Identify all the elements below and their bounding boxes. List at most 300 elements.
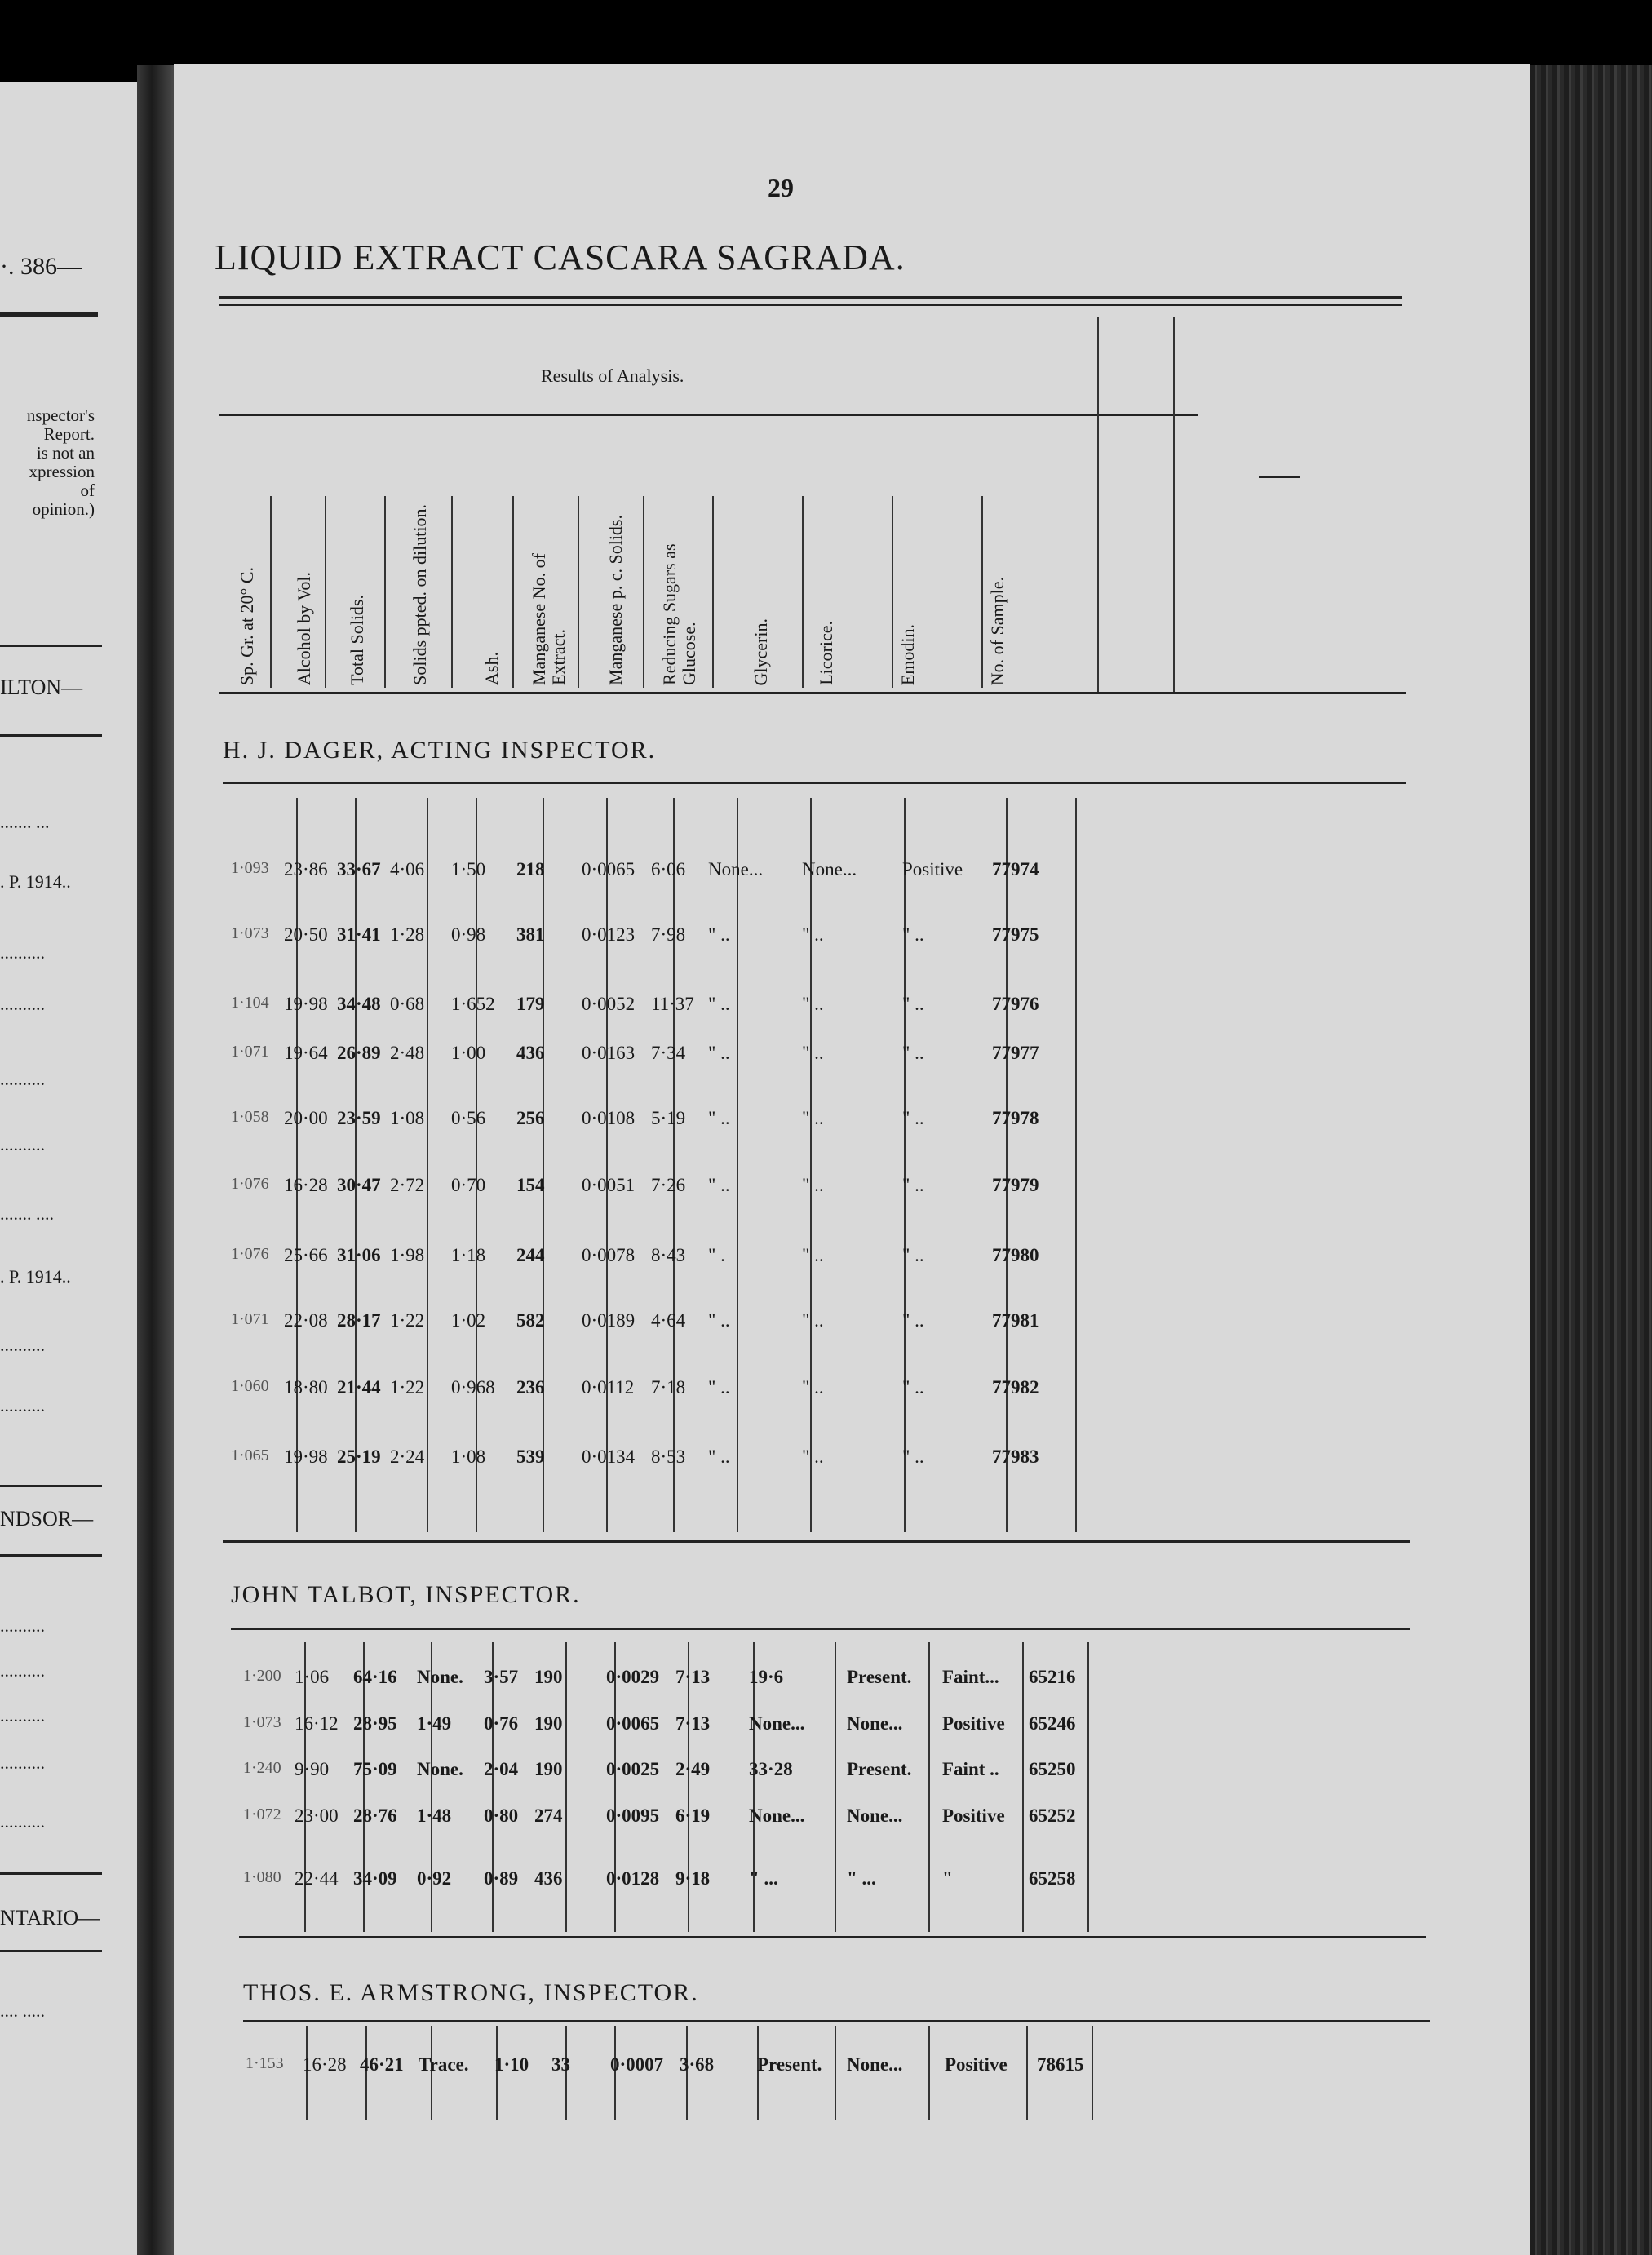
table-cell: Trace. xyxy=(419,2054,469,2075)
table-cell: 0·70 xyxy=(451,1175,486,1195)
table-cell: 5·19 xyxy=(651,1108,686,1128)
table-cell: 31·06 xyxy=(337,1245,381,1265)
table-cell: 23·59 xyxy=(337,1108,381,1128)
column-separator xyxy=(270,496,272,688)
table-cell: 0·80 xyxy=(484,1805,519,1826)
column-separator xyxy=(451,496,453,688)
column-header-label: Manganese No. of Extract. xyxy=(529,553,569,685)
table-cell: " .. xyxy=(802,1377,824,1398)
column-header xyxy=(591,496,640,685)
table-cell: 1·22 xyxy=(390,1310,425,1331)
section-end-rule xyxy=(223,1540,1410,1543)
table-cell: 1·49 xyxy=(417,1713,452,1734)
table-cell: 7·26 xyxy=(651,1175,686,1195)
column-separator xyxy=(476,798,477,1532)
table-cell: " .. xyxy=(902,924,924,945)
left-row-text: .......... xyxy=(0,1134,45,1154)
table-cell: 539 xyxy=(516,1446,545,1467)
table-cell: None... xyxy=(749,1805,805,1826)
table-cell: 65252 xyxy=(1029,1805,1076,1826)
column-header-label: Glycerin. xyxy=(751,618,771,685)
left-row-text: .......... xyxy=(0,1069,45,1089)
table-cell: None... xyxy=(847,1713,903,1734)
table-cell: " .. xyxy=(708,1377,730,1398)
table-cell: 11·37 xyxy=(651,994,694,1014)
table-cell: 0·98 xyxy=(451,924,486,945)
table-cell: 8·53 xyxy=(651,1446,686,1467)
table-cell: 65246 xyxy=(1029,1713,1076,1734)
table-cell: 6·19 xyxy=(675,1805,711,1826)
table-cell: 274 xyxy=(534,1805,563,1826)
table-cell: 28·95 xyxy=(353,1713,397,1734)
table-cell: 0·0025 xyxy=(606,1759,660,1779)
table-cell: 1·071 xyxy=(231,1043,269,1061)
table-cell: " xyxy=(942,1868,953,1889)
table-cell: 3·68 xyxy=(680,2054,715,2075)
table-cell: 65250 xyxy=(1029,1759,1076,1779)
table-cell: 4·64 xyxy=(651,1310,686,1331)
table-cell: " .. xyxy=(802,1043,824,1063)
section-rule xyxy=(223,782,1406,784)
column-header-label: Reducing Sugars as Glucose. xyxy=(659,543,699,685)
left-row-text: ....... ... xyxy=(0,812,50,832)
table-cell: 1·50 xyxy=(451,859,486,879)
table-cell: 33·67 xyxy=(337,859,381,879)
table-cell: None... xyxy=(802,859,857,879)
table-cell: 218 xyxy=(516,859,545,879)
table-cell: 4·06 xyxy=(390,859,425,879)
table-cell: 78615 xyxy=(1037,2054,1084,2075)
left-row-text: .... ..... xyxy=(0,2000,45,2021)
table-cell: 0·0108 xyxy=(582,1108,636,1128)
note-line: nspector's xyxy=(26,405,95,425)
section-end-rule xyxy=(239,1936,1426,1938)
table-cell: 77977 xyxy=(992,1043,1039,1063)
column-separator xyxy=(1087,1642,1089,1932)
section-heading: JOHN TALBOT, INSPECTOR. xyxy=(231,1581,581,1608)
table-cell: 7·98 xyxy=(651,924,686,945)
table-cell: 22·44 xyxy=(295,1868,339,1889)
table-cell: " .. xyxy=(708,1446,730,1467)
left-rule xyxy=(0,1950,102,1952)
table-cell: 7·13 xyxy=(675,1713,711,1734)
table-cell: 1·48 xyxy=(417,1805,452,1826)
table-cell: 0·68 xyxy=(390,994,425,1014)
column-header xyxy=(973,496,1022,685)
table-cell: 1·073 xyxy=(243,1713,281,1731)
section-heading: H. J. DAGER, ACTING INSPECTOR. xyxy=(223,737,657,764)
table-cell: " .. xyxy=(708,1043,730,1063)
column-header xyxy=(396,496,445,685)
column-separator xyxy=(1092,2026,1093,2120)
table-cell: 436 xyxy=(534,1868,563,1889)
column-header xyxy=(802,496,851,685)
column-separator xyxy=(673,798,675,1532)
table-cell: 0·0095 xyxy=(606,1805,660,1826)
table-cell: 1·073 xyxy=(231,924,269,942)
column-header xyxy=(737,496,786,685)
column-header-label: Alcohol by Vol. xyxy=(294,571,314,685)
table-cell: Faint... xyxy=(942,1667,999,1687)
table-cell: 1·98 xyxy=(390,1245,425,1265)
table-cell: 1·08 xyxy=(451,1446,486,1467)
table-cell: " ... xyxy=(847,1868,876,1889)
column-header-label: Total Solids. xyxy=(347,595,367,685)
table-cell: 77983 xyxy=(992,1446,1039,1467)
column-separator xyxy=(835,1642,836,1932)
left-row-text: .......... xyxy=(0,1615,45,1636)
table-cell: 1·22 xyxy=(390,1377,425,1398)
table-cell: 1·093 xyxy=(231,859,269,877)
table-cell: " .. xyxy=(708,1310,730,1331)
table-cell: 1·076 xyxy=(231,1175,269,1193)
table-cell: 1·200 xyxy=(243,1667,281,1685)
table-cell: Present. xyxy=(847,1667,912,1687)
book-spine xyxy=(137,65,174,2255)
table-cell: 1·00 xyxy=(451,1043,486,1063)
table-cell: None... xyxy=(847,2054,903,2075)
table-cell: 26·89 xyxy=(337,1043,381,1063)
left-rule xyxy=(0,1554,102,1557)
table-cell: 1·18 xyxy=(451,1245,486,1265)
table-cell: 0·0112 xyxy=(582,1377,635,1398)
column-separator xyxy=(904,798,906,1532)
table-cell: 25·66 xyxy=(284,1245,328,1265)
table-cell: " .. xyxy=(802,1175,824,1195)
title-rule xyxy=(219,296,1402,299)
column-header-label: Sp. Gr. at 20° C. xyxy=(237,566,257,685)
column-separator xyxy=(1022,1642,1024,1932)
left-row-text: .......... xyxy=(0,1705,45,1726)
column-separator xyxy=(1026,2026,1028,2120)
column-separator xyxy=(835,2026,836,2120)
column-separator xyxy=(543,798,544,1532)
table-cell: 77979 xyxy=(992,1175,1039,1195)
table-cell: 236 xyxy=(516,1377,545,1398)
table-cell: 77974 xyxy=(992,859,1039,879)
section-rule xyxy=(231,1628,1410,1630)
table-cell: 179 xyxy=(516,994,545,1014)
column-separator xyxy=(1075,798,1077,1532)
table-cell: 1·065 xyxy=(231,1446,269,1464)
table-cell: 2·72 xyxy=(390,1175,425,1195)
column-separator xyxy=(737,798,738,1532)
table-cell: 2·49 xyxy=(675,1759,711,1779)
column-header xyxy=(467,496,516,685)
column-separator xyxy=(981,496,983,688)
table-cell: " .. xyxy=(802,994,824,1014)
column-separator xyxy=(928,1642,930,1932)
table-cell: 2·04 xyxy=(484,1759,519,1779)
table-cell: Present. xyxy=(847,1759,912,1779)
column-separator xyxy=(1006,798,1008,1532)
table-cell: 23·86 xyxy=(284,859,328,879)
table-cell: 0·0189 xyxy=(582,1310,636,1331)
table-cell: 33 xyxy=(551,2054,570,2075)
column-separator xyxy=(427,798,428,1532)
table-cell: 21·44 xyxy=(337,1377,381,1398)
column-separator xyxy=(296,798,298,1532)
table-cell: 0·76 xyxy=(484,1713,519,1734)
table-cell: 20·00 xyxy=(284,1108,328,1128)
table-cell: 0·0052 xyxy=(582,994,636,1014)
left-row-text: .......... xyxy=(0,1660,45,1681)
left-rule xyxy=(0,1485,102,1487)
table-cell: 77978 xyxy=(992,1108,1039,1128)
column-header xyxy=(884,496,932,685)
table-cell: 16·28 xyxy=(284,1175,328,1195)
table-cell: None. xyxy=(417,1759,463,1779)
table-cell: 0·0123 xyxy=(582,924,636,945)
table-cell: 0·0078 xyxy=(582,1245,636,1265)
table-cell: 0·0065 xyxy=(582,859,636,879)
table-cell: 6·06 xyxy=(651,859,686,879)
table-cell: Faint .. xyxy=(942,1759,999,1779)
title-rule xyxy=(219,304,1402,306)
left-header-rule xyxy=(0,312,98,317)
table-cell: 0·89 xyxy=(484,1868,519,1889)
table-cell: 31·41 xyxy=(337,924,381,945)
left-row-text: ....... .... xyxy=(0,1203,54,1224)
results-header: Results of Analysis. xyxy=(541,365,684,386)
table-cell: " .. xyxy=(902,1310,924,1331)
note-line: opinion.) xyxy=(32,499,95,519)
right-binding xyxy=(1530,65,1652,2255)
table-cell: 23·00 xyxy=(295,1805,339,1826)
column-header xyxy=(655,496,704,685)
table-cell: 77982 xyxy=(992,1377,1039,1398)
column-separator xyxy=(578,496,579,688)
table-cell: 0·0065 xyxy=(606,1713,660,1734)
column-separator xyxy=(892,496,893,688)
table-cell: 8·43 xyxy=(651,1245,686,1265)
table-cell: 0·0128 xyxy=(606,1868,660,1889)
table-cell: 34·48 xyxy=(337,994,381,1014)
table-cell: 190 xyxy=(534,1759,563,1779)
table-cell: 28·76 xyxy=(353,1805,397,1826)
table-cell: " ... xyxy=(749,1868,778,1889)
table-cell: 256 xyxy=(516,1108,545,1128)
table-cell: 0·0134 xyxy=(582,1446,636,1467)
column-separator xyxy=(802,496,804,688)
left-page-header: ·. 386— xyxy=(0,253,82,280)
column-header xyxy=(525,496,574,685)
table-cell: " .. xyxy=(902,1245,924,1265)
table-cell: 154 xyxy=(516,1175,545,1195)
column-header-label: Manganese p. c. Solids. xyxy=(605,515,626,685)
column-header xyxy=(280,496,329,685)
column-header-label: Licorice. xyxy=(816,621,836,685)
column-separator xyxy=(355,798,357,1532)
table-cell: 2·48 xyxy=(390,1043,425,1063)
page-number: 29 xyxy=(768,173,794,202)
column-separator xyxy=(810,798,812,1532)
table-cell: 244 xyxy=(516,1245,545,1265)
table-cell: 1·072 xyxy=(243,1805,281,1823)
table-cell: 16·28 xyxy=(303,2054,347,2075)
table-cell: 9·90 xyxy=(295,1759,330,1779)
table-cell: Positive xyxy=(942,1713,1005,1734)
table-cell: 34·09 xyxy=(353,1868,397,1889)
table-cell: 65216 xyxy=(1029,1667,1076,1687)
table-cell: 16·12 xyxy=(295,1713,339,1734)
table-cell: 0·0007 xyxy=(610,2054,664,2075)
table-cell: 190 xyxy=(534,1713,563,1734)
table-cell: " .. xyxy=(802,1108,824,1128)
table-cell: " .. xyxy=(902,1377,924,1398)
section-heading: THOS. E. ARMSTRONG, INSPECTOR. xyxy=(243,1979,699,2006)
left-row-text: .......... xyxy=(0,1752,45,1773)
column-separator xyxy=(643,496,644,688)
table-cell: " .. xyxy=(802,924,824,945)
column-separator xyxy=(1173,317,1175,692)
table-cell: 22·08 xyxy=(284,1310,328,1331)
page-title: LIQUID EXTRACT CASCARA SAGRADA. xyxy=(215,237,906,277)
left-page-note xyxy=(27,406,95,519)
table-cell: Positive xyxy=(942,1805,1005,1826)
table-cell: " . xyxy=(708,1245,725,1265)
table-cell: 18·80 xyxy=(284,1377,328,1398)
table-cell: Positive xyxy=(902,859,963,879)
table-cell: 1·060 xyxy=(231,1377,269,1395)
dash-mark xyxy=(1259,476,1300,478)
table-cell: 9·18 xyxy=(675,1868,711,1889)
section-rule xyxy=(243,2020,1430,2022)
table-cell: 436 xyxy=(516,1043,545,1063)
table-cell: " .. xyxy=(902,1043,924,1063)
column-header xyxy=(333,496,382,685)
table-cell: 582 xyxy=(516,1310,545,1331)
note-line: of xyxy=(80,481,95,500)
table-cell: 28·17 xyxy=(337,1310,381,1331)
table-cell: 19·98 xyxy=(284,1446,328,1467)
table-cell: 19·98 xyxy=(284,994,328,1014)
table-cell: 25·19 xyxy=(337,1446,381,1467)
table-cell: 381 xyxy=(516,924,545,945)
column-header xyxy=(223,496,272,685)
table-cell: " .. xyxy=(802,1446,824,1467)
table-cell: 1·104 xyxy=(231,994,269,1012)
table-cell: 75·09 xyxy=(353,1759,397,1779)
table-cell: 1·076 xyxy=(231,1245,269,1263)
left-row-text: .......... xyxy=(0,1395,45,1415)
column-separator xyxy=(384,496,386,688)
table-cell: None... xyxy=(847,1805,903,1826)
column-header-label: Emodin. xyxy=(897,623,918,685)
header-bottom-rule xyxy=(219,692,1406,694)
table-cell: 1·02 xyxy=(451,1310,486,1331)
table-cell: 0·0051 xyxy=(582,1175,636,1195)
table-cell: 1·058 xyxy=(231,1108,269,1126)
table-cell: 19·64 xyxy=(284,1043,328,1063)
table-cell: 1·28 xyxy=(390,924,425,945)
left-rule xyxy=(0,1872,102,1875)
left-page-fragment xyxy=(0,82,137,2255)
table-cell: 46·21 xyxy=(360,2054,404,2075)
column-separator xyxy=(1097,317,1099,692)
table-cell: 0·0029 xyxy=(606,1667,660,1687)
left-district-label: NDSOR— xyxy=(0,1507,94,1531)
table-cell: " .. xyxy=(708,1108,730,1128)
table-cell: " .. xyxy=(902,994,924,1014)
table-cell: 1·080 xyxy=(243,1868,281,1886)
left-row-text: .......... xyxy=(0,1335,45,1355)
column-separator xyxy=(565,1642,567,1932)
table-cell: 1·240 xyxy=(243,1759,281,1777)
table-cell: 30·47 xyxy=(337,1175,381,1195)
left-row-text: .......... xyxy=(0,1811,45,1832)
table-cell: " .. xyxy=(802,1245,824,1265)
column-header-label: No. of Sample. xyxy=(987,576,1008,685)
note-line: Report. xyxy=(43,424,95,444)
table-cell: 19·6 xyxy=(749,1667,784,1687)
table-cell: 1·06 xyxy=(295,1667,330,1687)
column-separator xyxy=(325,496,326,688)
left-rule xyxy=(0,645,102,647)
column-separator xyxy=(606,798,608,1532)
table-cell: " .. xyxy=(708,994,730,1014)
table-cell: " .. xyxy=(902,1108,924,1128)
results-header-rule xyxy=(219,414,1198,416)
left-row-text: . P. 1914.. xyxy=(0,871,71,892)
table-cell: 20·50 xyxy=(284,924,328,945)
left-district-label: ILTON— xyxy=(0,676,83,699)
column-separator xyxy=(512,496,514,688)
table-cell: " .. xyxy=(802,1310,824,1331)
table-cell: " .. xyxy=(902,1446,924,1467)
table-cell: 1·652 xyxy=(451,994,495,1014)
table-cell: " .. xyxy=(708,924,730,945)
table-cell: 1·10 xyxy=(494,2054,529,2075)
table-cell: 0·0163 xyxy=(582,1043,636,1063)
table-cell: 1·071 xyxy=(231,1310,269,1328)
left-row-text: . P. 1914.. xyxy=(0,1266,71,1287)
table-cell: 1·153 xyxy=(246,2054,284,2072)
column-separator xyxy=(712,496,714,688)
note-line: is not an xyxy=(36,443,95,463)
table-cell: 1·08 xyxy=(390,1108,425,1128)
table-cell: 77981 xyxy=(992,1310,1039,1331)
table-cell: 2·24 xyxy=(390,1446,425,1467)
table-cell: 77980 xyxy=(992,1245,1039,1265)
table-cell: Positive xyxy=(945,2054,1008,2075)
table-cell: 0·968 xyxy=(451,1377,495,1398)
left-rule xyxy=(0,734,102,737)
left-row-text: .......... xyxy=(0,994,45,1014)
table-cell: 65258 xyxy=(1029,1868,1076,1889)
left-row-text: .......... xyxy=(0,942,45,963)
table-cell: " .. xyxy=(902,1175,924,1195)
column-header-label: Solids ppted. on dilution. xyxy=(410,504,430,685)
table-cell: Present. xyxy=(757,2054,822,2075)
column-header-label: Ash. xyxy=(481,652,502,685)
table-cell: 33·28 xyxy=(749,1759,793,1779)
table-cell: 0·56 xyxy=(451,1108,486,1128)
table-cell: 77976 xyxy=(992,994,1039,1014)
note-line: xpression xyxy=(29,462,95,481)
table-cell: 190 xyxy=(534,1667,563,1687)
main-page xyxy=(174,64,1530,2255)
table-cell: 3·57 xyxy=(484,1667,519,1687)
column-separator xyxy=(928,2026,930,2120)
table-cell: None... xyxy=(708,859,764,879)
table-cell: None. xyxy=(417,1667,463,1687)
table-cell: 77975 xyxy=(992,924,1039,945)
table-cell: None... xyxy=(749,1713,805,1734)
table-cell: " .. xyxy=(708,1175,730,1195)
left-district-label: NTARIO— xyxy=(0,1906,100,1929)
table-cell: 7·34 xyxy=(651,1043,686,1063)
